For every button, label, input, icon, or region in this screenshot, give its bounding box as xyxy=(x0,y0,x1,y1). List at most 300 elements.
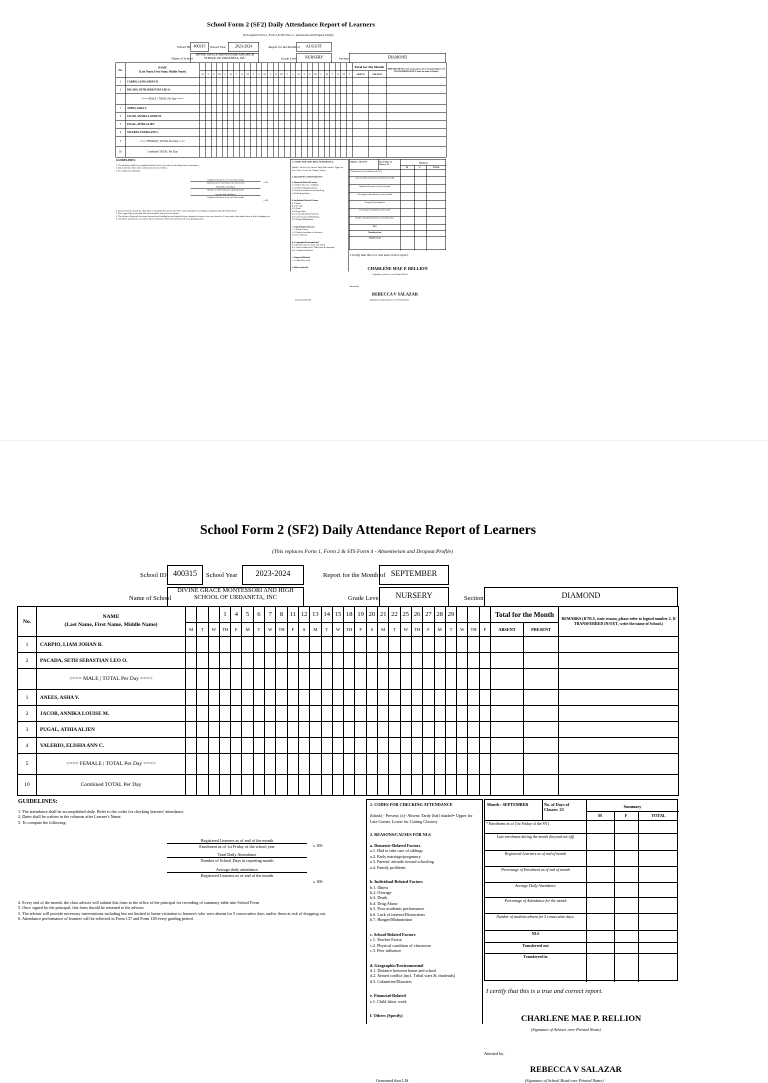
attendance-cell xyxy=(219,706,230,722)
attendance-cell xyxy=(332,669,343,690)
summary-f: F xyxy=(624,813,628,818)
day-header: S xyxy=(366,623,377,637)
others-heading: f. Others (Specify) xyxy=(370,1013,403,1019)
individual-7: b.7. Hunger/Malnutrition xyxy=(370,917,413,923)
attendance-cell xyxy=(411,637,422,653)
attendance-cell xyxy=(369,120,387,128)
school-factor-3: c.3. Peer influence xyxy=(370,948,402,954)
day-header: W xyxy=(332,623,343,637)
guideline-6: 6. Attendance performance of learners will be reflected in Form 137 and Form 138 every grading period. xyxy=(116,217,204,221)
learner-name: VALERIO, ELISHA ANN C. xyxy=(37,738,186,754)
attendance-cell xyxy=(352,78,369,86)
generated-note: Generated thru LIS xyxy=(295,298,312,301)
attendance-cell xyxy=(479,653,490,669)
attendance-cell xyxy=(457,653,468,669)
attendance-cell xyxy=(344,690,355,706)
attendance-cell xyxy=(457,722,468,738)
attendance-cell xyxy=(400,722,411,738)
day-header: M xyxy=(310,623,321,637)
attendance-cell xyxy=(276,690,287,706)
summary-row-label: Percentage of Enrolment as of end of month xyxy=(501,868,570,872)
row-number xyxy=(18,669,37,690)
attendance-cell xyxy=(242,653,253,669)
attendance-cell xyxy=(491,706,524,722)
section-field: DIAMOND xyxy=(484,587,678,607)
attendance-cell xyxy=(479,738,490,754)
school-factor-heading: c. School-Related Factors xyxy=(370,931,416,937)
guideline-5b: 5. The adviser will provide necessary interventions including but not limited to home visitation to learner/s who were absent for 5 consecutive days and/or those at risk of dropping out. xyxy=(18,910,326,916)
guideline-2: 2. Dates shall be written in the columns after Learner's Name. xyxy=(18,814,122,820)
attendance-cell xyxy=(355,754,366,775)
row-number: 10 xyxy=(18,775,37,796)
row-number: 2 xyxy=(18,653,37,669)
table-row xyxy=(116,112,446,120)
summary-row-label: * Enrolment as of (1st Friday of the SY) xyxy=(486,822,549,826)
day-header: M xyxy=(200,71,206,78)
attendance-cell xyxy=(559,637,679,653)
attendance-cell xyxy=(389,775,400,796)
attendance-cell xyxy=(208,775,219,796)
attendance-table xyxy=(17,606,679,796)
summary-row-label: Number of students absent for 5 consecutive days: xyxy=(355,217,395,219)
attendance-cell xyxy=(411,706,422,722)
geographic-2: d.2. Armed conflict (incl. Tribal wars & clanfeuds) xyxy=(292,246,335,249)
school-year-label: School Year xyxy=(206,572,238,579)
attendance-cell xyxy=(445,706,456,722)
summary-f: F xyxy=(419,166,421,169)
summary-panel xyxy=(349,159,446,250)
attendance-cell xyxy=(378,690,389,706)
school-head-name: REBECCA V SALAZAR xyxy=(530,1064,622,1074)
attendance-cell xyxy=(491,669,524,690)
table-row xyxy=(116,147,446,158)
adviser-name: CHARLENE MAE P. RELLION xyxy=(367,266,428,271)
day-header: T xyxy=(268,71,274,78)
summary-m: M xyxy=(406,166,408,169)
attendance-cell xyxy=(208,669,219,690)
school-head-caption: (Signature of School Head over Printed Name) xyxy=(525,1078,604,1083)
attendance-cell xyxy=(253,754,264,775)
day-header: TH xyxy=(344,623,355,637)
geographic-3: d.3. Calamities/Disasters xyxy=(370,978,412,984)
section-label: Section xyxy=(339,57,349,61)
individual-3: b.3. Death xyxy=(292,207,301,210)
school-head-name: REBECCA V SALAZAR xyxy=(372,291,418,297)
attendance-cell xyxy=(411,754,422,775)
attendance-cell xyxy=(231,653,242,669)
attendance-cell xyxy=(524,775,559,796)
school-factor-2: c.2. Physical condition of classroom xyxy=(292,230,323,234)
attendance-cell xyxy=(355,690,366,706)
attendance-cell xyxy=(287,669,298,690)
attendance-cell xyxy=(434,754,445,775)
school-id-field: 400315 xyxy=(191,42,209,52)
attendance-cell xyxy=(219,775,230,796)
domestic-3: a.3. Parents' attitude toward schooling xyxy=(370,859,434,865)
attendance-cell xyxy=(276,637,287,653)
day-header: W xyxy=(335,71,341,78)
attendance-cell xyxy=(423,637,434,653)
attendance-cell xyxy=(423,653,434,669)
others-heading: f. Others (Specify) xyxy=(292,266,309,269)
attendance-cell xyxy=(423,706,434,722)
attendance-cell xyxy=(378,706,389,722)
date-header: 29 xyxy=(445,607,456,623)
attendance-cell xyxy=(310,722,321,738)
date-header xyxy=(208,607,219,623)
formula2-a: Total Daily Attendance xyxy=(217,851,257,857)
attendance-cell xyxy=(524,690,559,706)
adviser-caption: (Signature of Adviser over Printed Name) xyxy=(531,1027,601,1032)
attendance-cell xyxy=(287,754,298,775)
table-row xyxy=(116,128,446,136)
summary-heading: Summary xyxy=(418,161,428,164)
attendance-cell xyxy=(386,86,446,94)
attendance-cell xyxy=(479,775,490,796)
guideline-1: 1. The attendance shall be accomplished daily. Refer to the codes for checking learners' attendance. xyxy=(116,164,200,167)
report-month-label: Report for the Month of xyxy=(268,45,300,49)
attendance-cell xyxy=(344,706,355,722)
absent-header: ABSENT xyxy=(491,623,524,637)
remarks-header: REMARKS (If NLS, state reason, please refer to legend number 2. If TRANSFERRED IN/OUT, write the name of School.) xyxy=(386,63,446,78)
certify-text: I certify that this is a true and correct report. xyxy=(486,988,603,995)
financial-1: e.1. Child labor, work xyxy=(370,998,407,1004)
attendance-cell xyxy=(559,754,679,775)
attendance-cell xyxy=(287,690,298,706)
attendance-cell xyxy=(386,78,446,86)
attendance-cell xyxy=(231,690,242,706)
total-label: <=== MALE | TOTAL Per Day ===> xyxy=(125,94,200,105)
attendance-cell xyxy=(242,754,253,775)
attendance-cell xyxy=(386,136,446,147)
formula1-denominator: Enrolment as of 1st Friday of the school year xyxy=(167,843,307,849)
individual-6: b.6. Lack of interest/Distractions xyxy=(292,215,320,218)
attendance-cell xyxy=(253,775,264,796)
summary-row-label: Registered Learners as of end of month xyxy=(504,852,567,856)
attendance-cell xyxy=(468,653,479,669)
reasons-heading: 2. REASONS/CAUSES FOR NLS xyxy=(292,175,323,179)
date-header xyxy=(457,607,468,623)
learner-name: CARPIO, LIAM JOHAN B. xyxy=(125,78,200,86)
attendance-cell xyxy=(231,738,242,754)
attendance-cell xyxy=(386,94,446,105)
guidelines-heading: GUIDELINES: xyxy=(18,799,58,805)
attendance-cell xyxy=(197,690,208,706)
attendance-cell xyxy=(287,738,298,754)
summary-row-label: NLS xyxy=(372,225,377,228)
attendance-cell xyxy=(445,738,456,754)
day-header: TH xyxy=(411,623,422,637)
attendance-cell xyxy=(559,653,679,669)
school-name-label: Name of School xyxy=(171,57,193,61)
attendance-cell xyxy=(344,669,355,690)
attendance-cell xyxy=(197,775,208,796)
table-row xyxy=(116,136,446,147)
date-header: 21 xyxy=(378,607,389,623)
attendance-cell xyxy=(386,104,446,112)
attendance-cell xyxy=(265,653,276,669)
attendance-cell xyxy=(344,653,355,669)
table-row xyxy=(18,653,679,669)
date-header: 26 xyxy=(411,607,422,623)
attendance-cell xyxy=(355,775,366,796)
date-header: 12 xyxy=(298,607,309,623)
attendance-cell xyxy=(468,690,479,706)
attendance-cell xyxy=(559,706,679,722)
attendance-cell xyxy=(231,669,242,690)
geographic-2: d.2. Armed conflict (incl. Tribal wars & clanfeuds) xyxy=(370,973,456,979)
table-row xyxy=(116,94,446,105)
attendance-cell xyxy=(310,637,321,653)
summary-row-label: Late enrolment during the month (beyond cut-off) xyxy=(355,177,395,179)
day-header: M xyxy=(296,71,302,78)
attendance-cell xyxy=(310,754,321,775)
attendance-cell xyxy=(186,690,197,706)
table-row xyxy=(18,637,679,653)
guideline-5b: 5. The adviser will provide necessary interventions including but not limited to home visitation to learner/s who were absent for 5 consecutive days and/or those at risk of dropping out. xyxy=(116,214,270,218)
attendance-cell xyxy=(332,637,343,653)
attendance-cell xyxy=(389,754,400,775)
attendance-cell xyxy=(559,775,679,796)
attendance-cell xyxy=(265,754,276,775)
day-header: F xyxy=(479,623,490,637)
attendance-cell xyxy=(457,738,468,754)
attendance-cell xyxy=(276,738,287,754)
day-header: M xyxy=(228,71,234,78)
day-header: F xyxy=(423,623,434,637)
summary-total: TOTAL xyxy=(432,166,440,169)
form-subtitle: (This replaces Form 1, Form 2 & STS Form 4 - Absenteeism and Dropout Profile) xyxy=(243,34,334,37)
attendance-cell xyxy=(378,775,389,796)
attendance-cell xyxy=(411,669,422,690)
formula3-multiplier: x 100 xyxy=(263,199,269,202)
domestic-heading: a. Domestic-Related Factors xyxy=(292,180,318,184)
individual-1: b.1. Illness xyxy=(370,884,389,890)
attendance-cell xyxy=(253,738,264,754)
date-header xyxy=(479,607,490,623)
school-year-label: School Year xyxy=(210,45,226,49)
row-number: 4 xyxy=(18,738,37,754)
geographic-3: d.3. Calamities/Disasters xyxy=(292,248,313,252)
codes-panel xyxy=(366,799,483,1024)
attendance-cell xyxy=(355,706,366,722)
domestic-4: a.4. Family problems xyxy=(370,864,406,870)
guidelines-part2 xyxy=(18,900,363,922)
attendance-cell xyxy=(369,78,387,86)
attendance-cell xyxy=(434,669,445,690)
attendance-cell xyxy=(186,775,197,796)
row-number: 10 xyxy=(116,147,126,158)
codes-text: (blank) - Present; (x)- Absent; Tardy (half shaded= Upper for Late Comer, Lower for Cutting Classes) xyxy=(292,166,344,172)
financial-heading: e. Financial-Related xyxy=(292,256,310,259)
attendance-cell xyxy=(276,653,287,669)
summary-row-label: Percentage of Enrolment as of end of month xyxy=(357,193,392,196)
attendance-cell xyxy=(344,754,355,775)
individual-2: b.2. Overage xyxy=(370,889,392,895)
day-header: TH xyxy=(276,623,287,637)
attendance-cell xyxy=(355,637,366,653)
day-header: T xyxy=(445,623,456,637)
attendance-cell xyxy=(208,754,219,775)
attendance-cell xyxy=(423,738,434,754)
day-header: W xyxy=(239,71,245,78)
date-header: 1 xyxy=(219,607,230,623)
day-header: M xyxy=(378,623,389,637)
individual-5: b.5. Poor academic performance xyxy=(292,212,320,216)
day-header: T xyxy=(389,623,400,637)
row-number xyxy=(116,94,126,105)
day-header: F xyxy=(231,623,242,637)
school-id-field: 400315 xyxy=(167,565,203,585)
day-header: T xyxy=(197,623,208,637)
learner-name: JACOB, ANNIKA LOUISE M. xyxy=(125,112,200,120)
total-label: <=== MALE | TOTAL Per Day ===> xyxy=(37,669,186,690)
grade-level-label: Grade Level xyxy=(348,595,381,602)
day-header: M xyxy=(186,623,197,637)
attendance-cell xyxy=(559,722,679,738)
attendance-cell xyxy=(400,669,411,690)
day-header: TH xyxy=(245,71,251,78)
attendance-cell xyxy=(219,690,230,706)
attendance-cell xyxy=(411,775,422,796)
attendance-cell xyxy=(253,637,264,653)
attendance-cell xyxy=(434,738,445,754)
attendance-cell xyxy=(186,637,197,653)
attendance-cell xyxy=(197,637,208,653)
attendance-cell xyxy=(491,653,524,669)
attendance-cell xyxy=(445,754,456,775)
attendance-cell xyxy=(352,104,369,112)
date-header: 8 xyxy=(276,607,287,623)
row-number: 2 xyxy=(116,86,126,94)
guidelines xyxy=(18,799,363,825)
day-header: TH xyxy=(341,71,347,78)
attendance-cell xyxy=(445,775,456,796)
attendance-cell xyxy=(197,722,208,738)
attendance-cell xyxy=(298,722,309,738)
attendance-cell xyxy=(378,669,389,690)
attendance-cell xyxy=(389,738,400,754)
attendance-cell xyxy=(321,669,332,690)
attendance-cell xyxy=(197,738,208,754)
day-header: TH xyxy=(279,71,285,78)
attendance-cell xyxy=(265,775,276,796)
day-header: W xyxy=(208,623,219,637)
date-header: 7 xyxy=(265,607,276,623)
formula-enrolment xyxy=(191,179,261,199)
attendance-cell xyxy=(389,706,400,722)
day-header: T xyxy=(321,623,332,637)
learner-name: ANEES, ASHA V. xyxy=(37,690,186,706)
attendance-cell xyxy=(321,775,332,796)
table-row xyxy=(18,775,679,796)
date-header: 15 xyxy=(332,607,343,623)
summary-row-label: Percentage of Attendance for the month xyxy=(359,209,391,211)
attendance-cell xyxy=(219,754,230,775)
school-name-label: Name of School xyxy=(129,595,172,602)
name-header: NAME (Last Name, First Name, Middle Name) xyxy=(37,607,186,637)
attendance-cell xyxy=(208,690,219,706)
table-row xyxy=(18,738,679,754)
domestic-2: a.2. Early marriage/pregnancy xyxy=(292,186,318,189)
attendance-cell xyxy=(355,653,366,669)
attendance-cell xyxy=(524,754,559,775)
school-id-label: School ID xyxy=(177,45,191,49)
summary-total: TOTAL xyxy=(651,813,666,818)
attendance-cell xyxy=(298,637,309,653)
attendance-cell xyxy=(411,738,422,754)
individual-5: b.5. Poor academic performance xyxy=(370,906,425,912)
formula3-denominator: Registered Learners as of end of the month xyxy=(167,872,307,878)
total-label: Combined TOTAL Per Day xyxy=(125,147,200,158)
attendance-cell xyxy=(287,706,298,722)
guideline-3: 3. To compute the following: xyxy=(116,169,141,172)
date-header: 13 xyxy=(310,607,321,623)
individual-2: b.2. Overage xyxy=(292,204,303,207)
attendance-cell xyxy=(468,738,479,754)
school-head-caption: (Signature of School Head over Printed Name) xyxy=(369,298,409,301)
attendance-cell xyxy=(352,94,369,105)
attendance-cell xyxy=(491,690,524,706)
attendance-cell xyxy=(524,722,559,738)
attendance-cell xyxy=(468,722,479,738)
attendance-cell xyxy=(524,637,559,653)
attendance-cell xyxy=(457,690,468,706)
attendance-cell xyxy=(479,706,490,722)
school-name-field: DIVINE GRACE MONTESSORI AND HIGH SCHOOL OF URDANETA, INC xyxy=(191,53,260,63)
individual-4: b.4. Drug Abuse xyxy=(292,209,306,213)
individual-heading: b. Individual-Related Factors xyxy=(292,199,319,202)
attendance-cell xyxy=(386,147,446,158)
attendance-cell xyxy=(253,722,264,738)
date-header xyxy=(186,607,197,623)
financial-heading: e. Financial-Related xyxy=(370,993,406,999)
domestic-2: a.2. Early marriage/pregnancy xyxy=(370,853,421,859)
day-header: T xyxy=(205,71,211,78)
domestic-3: a.3. Parents' attitude toward schooling xyxy=(292,189,324,192)
attendance-cell xyxy=(253,690,264,706)
attendance-cell xyxy=(231,637,242,653)
sf2-form-september xyxy=(0,505,768,1083)
attendance-cell xyxy=(559,669,679,690)
attendance-cell xyxy=(310,775,321,796)
summary-row-label: NLS xyxy=(531,932,540,936)
attendance-cell xyxy=(332,690,343,706)
attendance-cell xyxy=(369,94,387,105)
attendance-cell xyxy=(197,754,208,775)
attendance-cell xyxy=(369,147,387,158)
form-title: School Form 2 (SF2) Daily Attendance Report of Learners xyxy=(207,20,375,28)
summary-row-label: Transferred out xyxy=(522,944,549,948)
learner-name: CARPIO, LIAM JOHAN B. xyxy=(37,637,186,653)
attendance-cell xyxy=(332,775,343,796)
date-header: 6 xyxy=(253,607,264,623)
formula-enrolment xyxy=(167,838,307,879)
days-of-classes: No. of Days of Classes: 23 xyxy=(379,160,392,166)
summary-month-label: Month : SEPTEMBER xyxy=(487,802,529,807)
attendance-cell xyxy=(434,775,445,796)
attendance-cell xyxy=(400,637,411,653)
geographic-heading: d. Geographic/Environmental xyxy=(292,240,319,244)
attested-label: Attested by: xyxy=(349,285,360,288)
section-label: Section xyxy=(464,595,484,602)
date-header: 19 xyxy=(355,607,366,623)
day-header: F xyxy=(251,71,257,78)
summary-row-label: Registered Learners as of end of month xyxy=(359,185,391,188)
attendance-cell xyxy=(265,738,276,754)
attendance-cell xyxy=(468,669,479,690)
attendance-cell xyxy=(386,128,446,136)
